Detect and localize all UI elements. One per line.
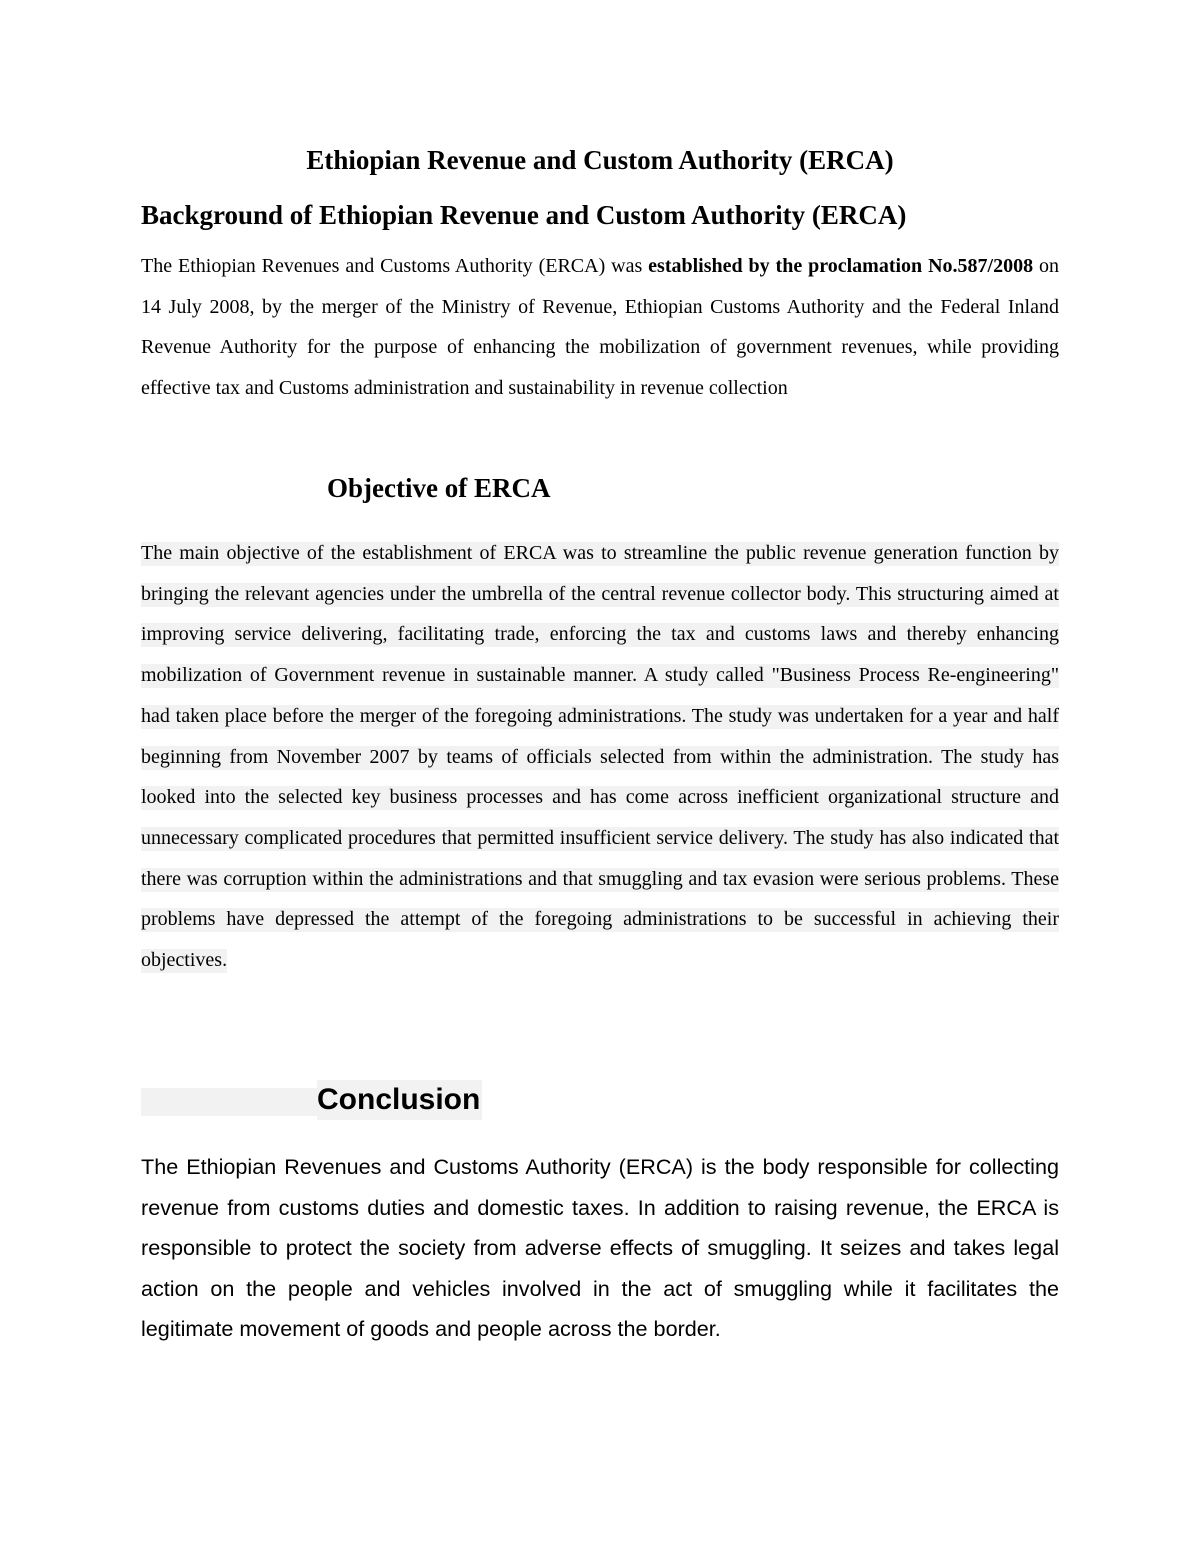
conclusion-paragraph: The Ethiopian Revenues and Customs Authority (ERCA) is the body responsible for collecting revenue from customs duties and domestic taxes. In addition to raising revenue, the ERCA is responsible to protect the society from adverse effects of smuggling. It seizes and takes legal action on the people and vehicles involved in the act of smuggling while it facilitates the legitimate movement of goods and people across the border.	[141, 1154, 1059, 1342]
document-title: Ethiopian Revenue and Custom Authority (ERCA)	[306, 145, 894, 175]
background-heading: Background of Ethiopian Revenue and Custom Authority (ERCA)	[141, 200, 907, 230]
conclusion-shading	[141, 1088, 317, 1116]
objective-heading: Objective of ERCA	[327, 473, 551, 503]
background-text-start: The Ethiopian Revenues and Customs Authority (ERCA) was	[141, 255, 649, 277]
objective-paragraph	[141, 533, 1059, 981]
conclusion-heading: Conclusion	[317, 1080, 482, 1120]
objective-text: The main objective of the establishment of ERCA was to streamline the public revenue generation function by bringing the relevant agencies under the umbrella of the central revenue collector body. This structuring aimed at improving service delivering, facilitating trade, enforcing the tax and customs laws and thereby enhancing mobilization of Government revenue in sustainable manner. A study called "Business Process Re-engineering" had taken place before the merger of the foregoing administrations. The study was undertaken for a year and half beginning from November 2007 by teams of officials selected from within the administration. The study has looked into the selected key business processes and has come across inefficient organizational structure and unnecessary complicated procedures that permitted insufficient service delivery. The study has also indicated that there was corruption within the administrations and that smuggling and tax evasion were serious problems. These problems have depressed the attempt of the foregoing administrations to be successful in achieving their objectives.	[141, 542, 1059, 972]
background-paragraph	[141, 246, 1059, 408]
proclamation-reference: established by the proclamation No.587/2008	[648, 255, 1034, 277]
background-text-end: on 14 July 2008, by the merger of the Ministry of Revenue, Ethiopian Customs Authority and the Federal Inland Revenue Authority for the purpose of enhancing the mobilization of government revenues, while providing effective tax and Customs administration and sustainability in revenue collection	[141, 255, 1059, 399]
